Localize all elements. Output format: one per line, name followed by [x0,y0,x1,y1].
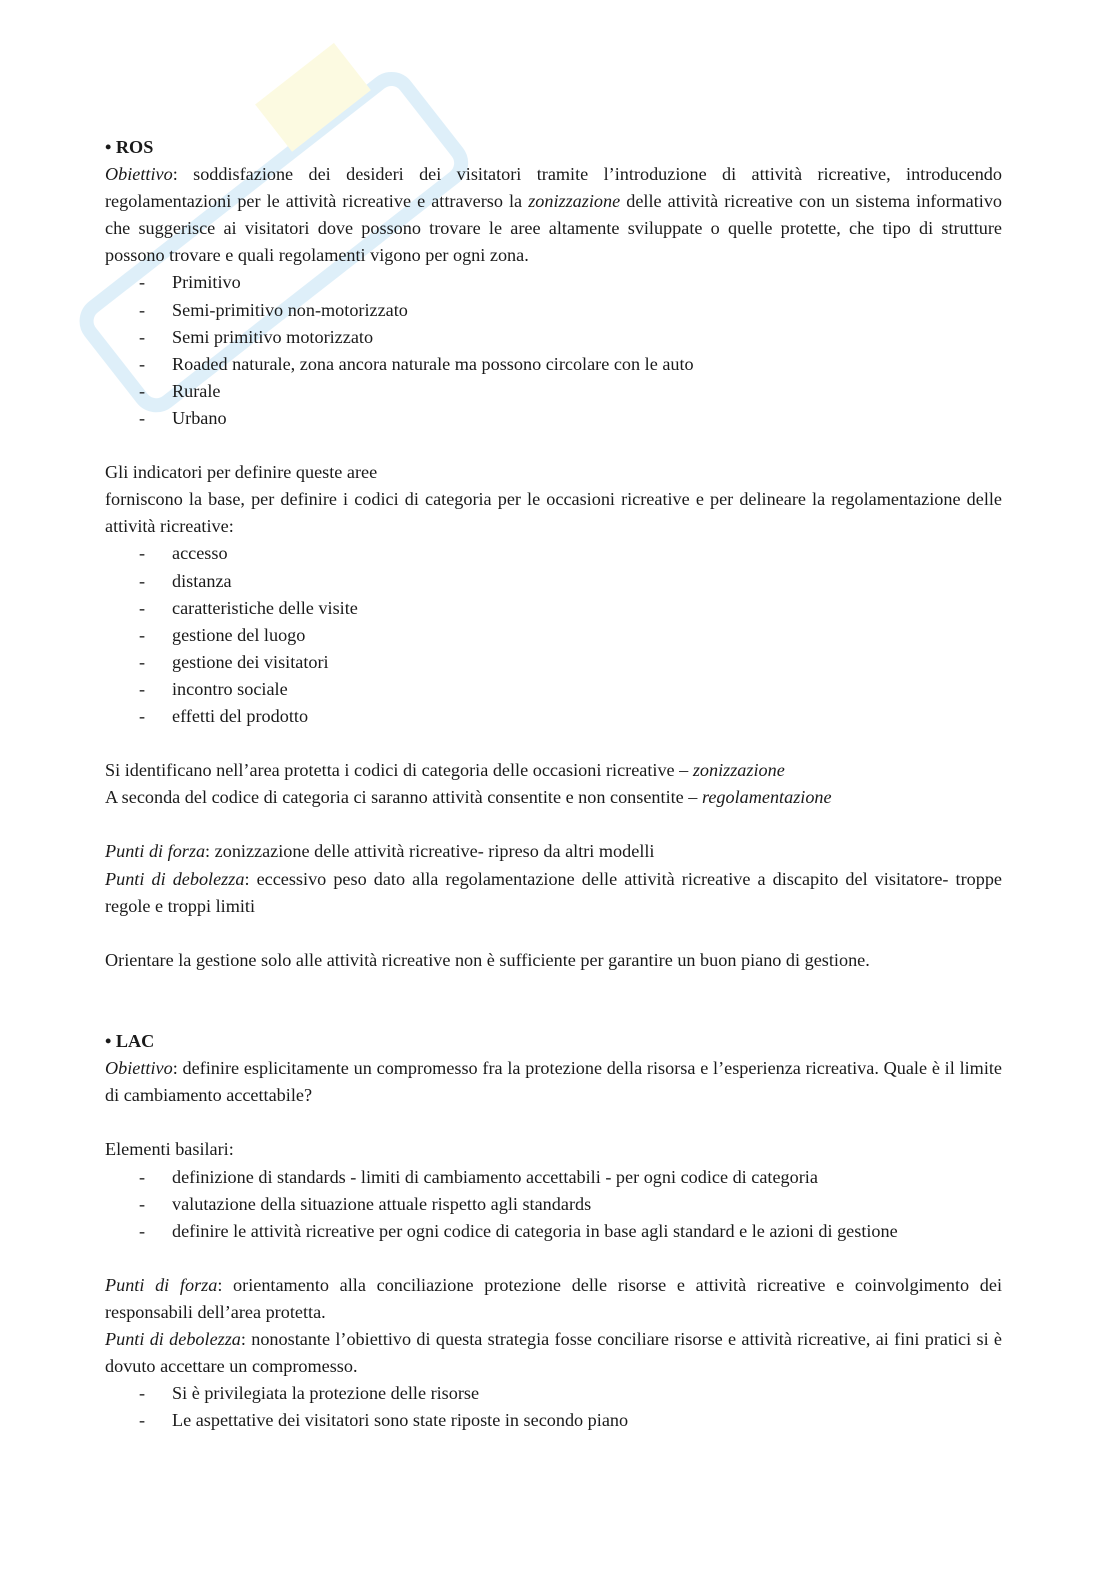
list-item: - definizione di standards - limiti di cambiamento accettabili - per ogni codice di categoria [105,1164,1002,1191]
list-item: - Si è privilegiata la protezione delle risorse [105,1380,1002,1407]
list-item: - Semi-primitivo non-motorizzato [105,297,1002,324]
list-item: - gestione dei visitatori [105,649,1002,676]
lac-objective: Obiettivo: definire esplicitamente un compromesso fra la protezione della risorsa e l’esperienza ricreativa. Quale è il limite di cambiamento accettabile? [105,1058,1002,1106]
ros-conclusion: Orientare la gestione solo alle attività ricreative non è sufficiente per garantire un buon piano di gestione. [105,949,870,970]
list-item: - Rurale [105,378,1002,405]
list-item: - effetti del prodotto [105,703,1002,730]
indicators-intro: Gli indicatori per definire queste aree [105,462,378,483]
ros-objective: Obiettivo: soddisfazione dei desideri dei visitatori tramite l’introduzione di attività ricreative, introducendo regolamentazioni per le attività ricreative e attraverso la zonizzazione delle attività ricreative con un sistema informativo che suggerisce ai visitatori dove possono trovare le aree altamente sviluppate o quelle protette, che tipo di strutture possono trovare e quali regolamenti vigono per ogni zona. [105,164,1003,266]
zonizzazione-line: Si identificano nell’area protetta i codici di categoria delle occasioni ricreative – zonizzazione [105,760,785,781]
list-item: - valutazione della situazione attuale rispetto agli standards [105,1191,1002,1218]
list-item: - Le aspettative dei visitatori sono state riposte in secondo piano [105,1407,1002,1434]
ros-zone-list [105,269,1002,432]
lac-elements-intro: Elementi basilari: [105,1139,234,1160]
list-item: - definire le attività ricreative per ogni codice di categoria in base agli standard e le azioni di gestione [105,1218,1002,1245]
lac-weak-list [105,1380,1002,1434]
ros-weaknesses: Punti di debolezza: eccessivo peso dato alla regolamentazione delle attività ricreative a discapito del visitatore- troppe regole e troppi limiti [105,868,1002,916]
regolamentazione-line: A seconda del codice di categoria ci saranno attività consentite e non consentite – regolamentazione [105,787,832,808]
objective-label: Obiettivo [105,164,173,185]
list-item: - distanza [105,568,1002,595]
list-item: - Primitivo [105,269,1002,296]
lac-elements-list [105,1164,1002,1245]
list-item: - Roaded naturale, zona ancora naturale ma possono circolare con le auto [105,351,1002,378]
list-item: - accesso [105,540,1002,567]
lac-strengths: Punti di forza: orientamento alla conciliazione protezione delle risorse e attività ricreative e coinvolgimento dei responsabili dell’area protetta. [105,1274,1002,1323]
document-page [105,134,1002,1435]
list-item: - gestione del luogo [105,622,1002,649]
ros-strengths: Punti di forza: zonizzazione delle attività ricreative- ripreso da altri modelli [105,841,655,862]
indicators-text: forniscono la base, per definire i codici di categoria per le occasioni ricreative e per delineare la regolamentazione delle attività ricreative: [105,489,1002,537]
list-item: - incontro sociale [105,676,1002,703]
lac-weaknesses: Punti di debolezza: nonostante l’obiettivo di questa strategia fosse conciliare risorse e attività ricreative, ai fini pratici si è dovuto accettare un compromesso. [105,1329,1002,1377]
lac-heading: • LAC [105,1031,155,1052]
ros-heading: • ROS [105,137,154,157]
list-item: - Urbano [105,405,1002,432]
list-item: - Semi primitivo motorizzato [105,324,1002,351]
list-item: - caratteristiche delle visite [105,595,1002,622]
ros-indicator-list [105,540,1002,730]
